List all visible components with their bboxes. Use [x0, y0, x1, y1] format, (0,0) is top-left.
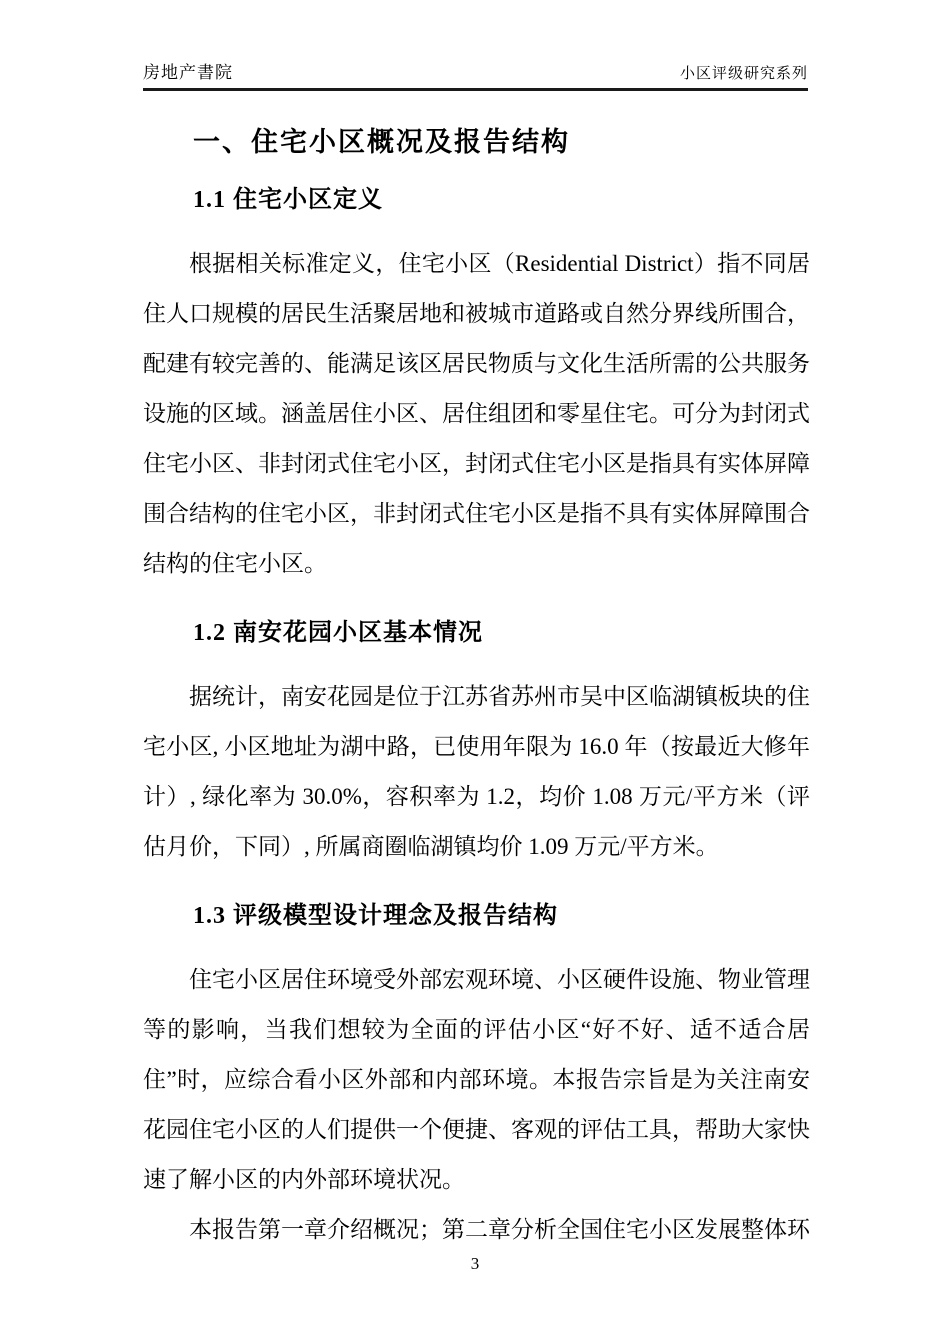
paragraph-report-structure: 本报告第一章介绍概况；第二章分析全国住宅小区发展整体环: [189, 1217, 810, 1242]
section-heading-1-3: 1.3 评级模型设计理念及报告结构: [193, 903, 558, 929]
section-heading-1-2: 1.2 南安花园小区基本情况: [193, 620, 483, 646]
paragraph-definition: 根据相关标准定义，住宅小区（Residential District）指不同居住人口规模的居民生活聚居地和被城市道路或自然分界线所围合，配建有较完善的、能满足该区居民物质与文化生活所需的公共服务设施的区域。涵盖居住小区、居住组团和零星住宅。可分为封闭式住宅小区、非封闭式住宅小区，封闭式住宅小区是指具有实体屏障围合结构的住宅小区，非封闭式住宅小区是指不具有实体屏障围合结构的住宅小区。: [143, 251, 810, 576]
page-number: 3: [470, 1254, 480, 1273]
header-right-text: 小区评级研究系列: [679, 65, 808, 82]
section-1-3: [143, 904, 810, 1255]
paragraph-basic-info: 据统计，南安花园是位于江苏省苏州市吴中区临湖镇板块的住宅小区, 小区地址为湖中路，已使用年限为 16.0 年（按最近大修年计）, 绿化率为 30.0%，容积率为 1.2，均价 1.08 万元/平方米（评估月价，下同）, 所属商圈临湖镇均价 1.09 万元/平方米。: [143, 684, 810, 859]
page-header: [143, 58, 808, 91]
document-body: [143, 92, 810, 1255]
chapter-title: 一、住宅小区概况及报告结构: [193, 127, 570, 157]
section-1-2: [143, 621, 810, 872]
section-1-1: [143, 188, 810, 589]
section-heading-1-1: 1.1 住宅小区定义: [193, 187, 383, 213]
paragraph-model-concept: 住宅小区居住环境受外部宏观环境、小区硬件设施、物业管理等的影响，当我们想较为全面的评估小区“好不好、适不适合居住”时，应综合看小区外部和内部环境。本报告宗旨是为关注南安花园住宅小区的人们提供一个便捷、客观的评估工具，帮助大家快速了解小区的内外部环境状况。: [143, 967, 810, 1192]
header-left-text: 房地产書院: [143, 63, 233, 82]
